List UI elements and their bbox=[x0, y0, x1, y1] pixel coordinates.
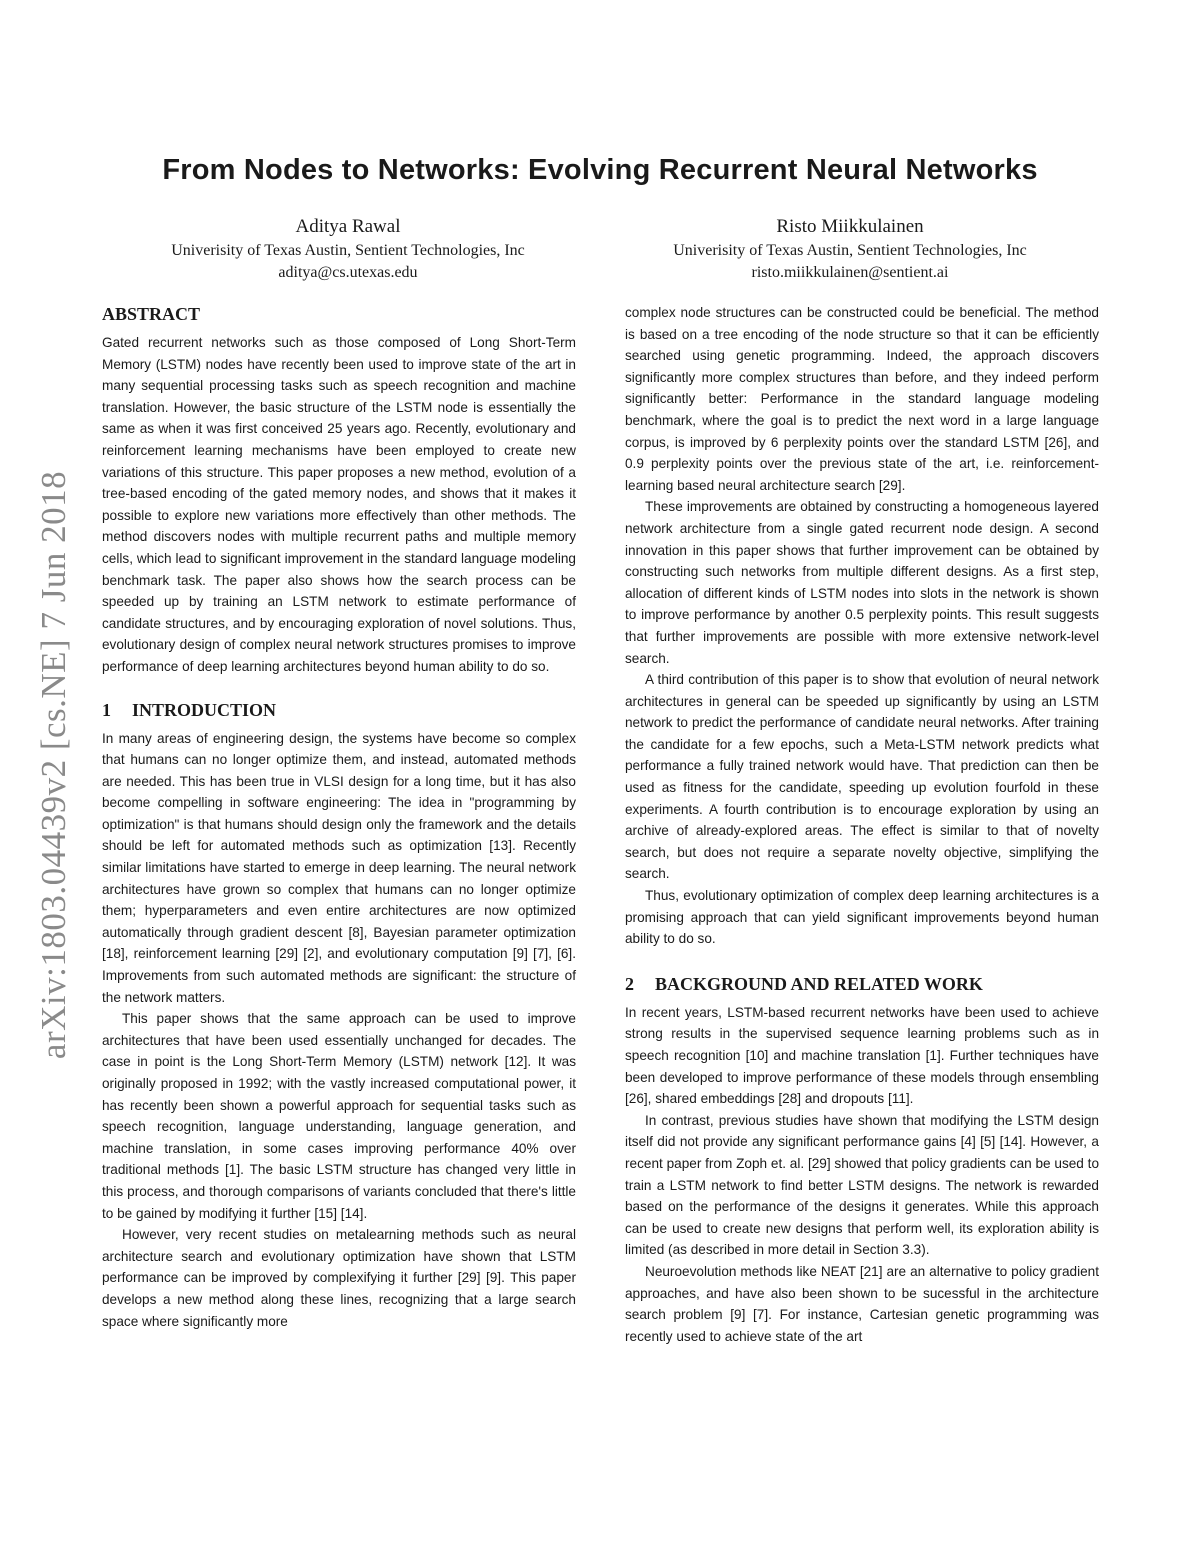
abstract-heading: ABSTRACT bbox=[102, 304, 201, 324]
left-column bbox=[102, 302, 576, 1332]
author-email: risto.miikkulainen@sentient.ai bbox=[751, 264, 949, 281]
background-paragraph: In contrast, previous studies have shown that modifying the LSTM design itself did not provide any significant performance gains [4] [5] [14]. However, a recent paper from Zoph et. al. [29] showed that policy gradients can be used to train a LSTM network to find better LSTM designs. The network is rewarded based on the performance of the designs it generates. While this approach can be used to create new designs that perform well, its exploration ability is limited (as described in more detail in Section 3.3). bbox=[625, 1112, 1099, 1258]
author-name: Aditya Rawal bbox=[295, 216, 401, 237]
section-title: BACKGROUND AND RELATED WORK bbox=[655, 973, 983, 994]
section-number: 1 bbox=[102, 699, 111, 720]
section-heading-introduction bbox=[102, 698, 576, 722]
author-email: aditya@cs.utexas.edu bbox=[278, 264, 418, 281]
author-affiliation: Univerisity of Texas Austin, Sentient Technologies, Inc bbox=[171, 242, 525, 259]
paper-title: From Nodes to Networks: Evolving Recurrent Neural Networks bbox=[162, 154, 1038, 186]
author-block-1 bbox=[88, 214, 608, 284]
author-affiliation: Univerisity of Texas Austin, Sentient Technologies, Inc bbox=[673, 242, 1027, 259]
author-name: Risto Miikkulainen bbox=[776, 216, 924, 237]
section-title: INTRODUCTION bbox=[132, 699, 277, 720]
background-paragraph: Neuroevolution methods like NEAT [21] are an alternative to policy gradient approaches, and have also been shown to be sucessful in the architecture search problem [9] [7]. For instance, Cartesian genetic programming was recently used to achieve state of the art bbox=[625, 1263, 1099, 1344]
arxiv-watermark: arXiv:1803.04439v2 [cs.NE] 7 Jun 2018 bbox=[34, 470, 73, 1060]
intro-paragraph: In many areas of engineering design, the systems have become so complex that humans can no longer optimize them, and instead, automated methods are needed. This has been true in VLSI design for a long time, but it has also become compelling in software engineering: The idea in "programming by optimization" is that humans should design only the framework and the details should be left for automated methods such as optimization [13]. Recently similar limitations have started to emerge in deep learning. The neural network architectures have grown so complex that humans can no longer optimize them; hyperparameters and even entire architectures are now optimized automatically through gradient descent [8], Bayesian parameter optimization [18], reinforcement learning [29] [2], and evolutionary computation [9] [7], [6]. Improvements from such automated methods are significant: the structure of the network matters. bbox=[102, 730, 576, 1005]
author-block-2 bbox=[590, 214, 1110, 284]
intro-paragraph: However, very recent studies on metalearning methods such as neural architecture search and evolutionary optimization have shown that LSTM performance can be improved by complexifying it further [29] [9]. This paper develops a new method along these lines, recognizing that a large search space where significantly more bbox=[102, 1227, 576, 1329]
intro-paragraph: A third contribution of this paper is to show that evolution of neural network architectures in general can be speeded up significantly by using an LSTM network to predict the performance of candidate neural networks. After training the candidate for a few epochs, such a Meta-LSTM network predicts what performance a fully trained network would have. That prediction can then be used as fitness for the candidate, speeding up evolution fourfold in these experiments. A fourth contribution is to encourage exploration by using an archive of already-explored areas. The effect is similar to that of novelty search, but does not require a separate novelty objective, simplifying the search. bbox=[625, 672, 1099, 882]
intro-paragraph: Thus, evolutionary optimization of complex deep learning architectures is a promising approach that can yield significant improvements beyond human ability to do so. bbox=[625, 888, 1099, 947]
section-number: 2 bbox=[625, 973, 634, 994]
intro-paragraph: complex node structures can be constructed could be beneficial. The method is based on a tree encoding of the node structure so that it can be efficiently searched using genetic programming. Indeed, the approach discovers significantly more complex structures than before, and they indeed perform significantly better: Performance in the standard language modeling benchmark, where the goal is to predict the next word in a large language corpus, is improved by 6 perplexity points over the standard LSTM [26], and 0.9 perplexity points over the previous state of the art, i.e. reinforcement-learning based neural architecture search [29]. bbox=[625, 305, 1099, 493]
abstract-text: Gated recurrent networks such as those composed of Long Short-Term Memory (LSTM) nodes have recently been used to improve state of the art in many sequential processing tasks such as speech recognition and machine translation. However, the basic structure of the LSTM node is essentially the same as when it was first conceived 25 years ago. Recently, evolutionary and reinforcement learning mechanisms have been employed to create new variations of this structure. This paper proposes a new method, evolution of a tree-based encoding of the gated memory nodes, and shows that it makes it possible to explore new variations more effectively than other methods. The method discovers nodes with multiple recurrent paths and multiple memory cells, which lead to significant improvement in the standard language modeling benchmark task. The paper also shows how the search process can be speeded up by training an LSTM network to estimate performance of candidate structures, and by encouraging exploration of novel solutions. Thus, evolutionary design of complex neural network structures promises to improve performance of deep learning architectures beyond human ability to do so. bbox=[102, 335, 576, 674]
background-paragraph: In recent years, LSTM-based recurrent networks have been used to achieve strong results in the supervised sequence learning problems such as in speech recognition [10] and machine translation [1]. Further techniques have been developed to improve performance of these models through ensembling [26], shared embeddings [28] and dropouts [11]. bbox=[625, 1004, 1099, 1107]
right-column bbox=[625, 302, 1099, 1347]
section-heading-background bbox=[625, 972, 1099, 996]
intro-paragraph: These improvements are obtained by constructing a homogeneous layered network architecture from a single gated recurrent node design. A second innovation in this paper shows that further improvement can be obtained by constructing such networks from multiple different designs. As a first step, allocation of different kinds of LSTM nodes into slots in the network is shown to improve performance by another 0.5 perplexity points. This result suggests that further improvements are possible with more extensive network-level search. bbox=[625, 499, 1099, 666]
intro-paragraph: This paper shows that the same approach can be used to improve architectures that have been used essentially unchanged for decades. The case in point is the Long Short-Term Memory (LSTM) network [12]. It was originally proposed in 1992; with the vastly increased computational power, it has recently been shown a powerful approach for sequential tasks such as speech recognition, language understanding, language generation, and machine translation, in some cases improving performance 40% over traditional methods [1]. The basic LSTM structure has changed very little in this process, and thorough comparisons of variants concluded that there's little to be gained by modifying it further [15] [14]. bbox=[102, 1011, 576, 1221]
